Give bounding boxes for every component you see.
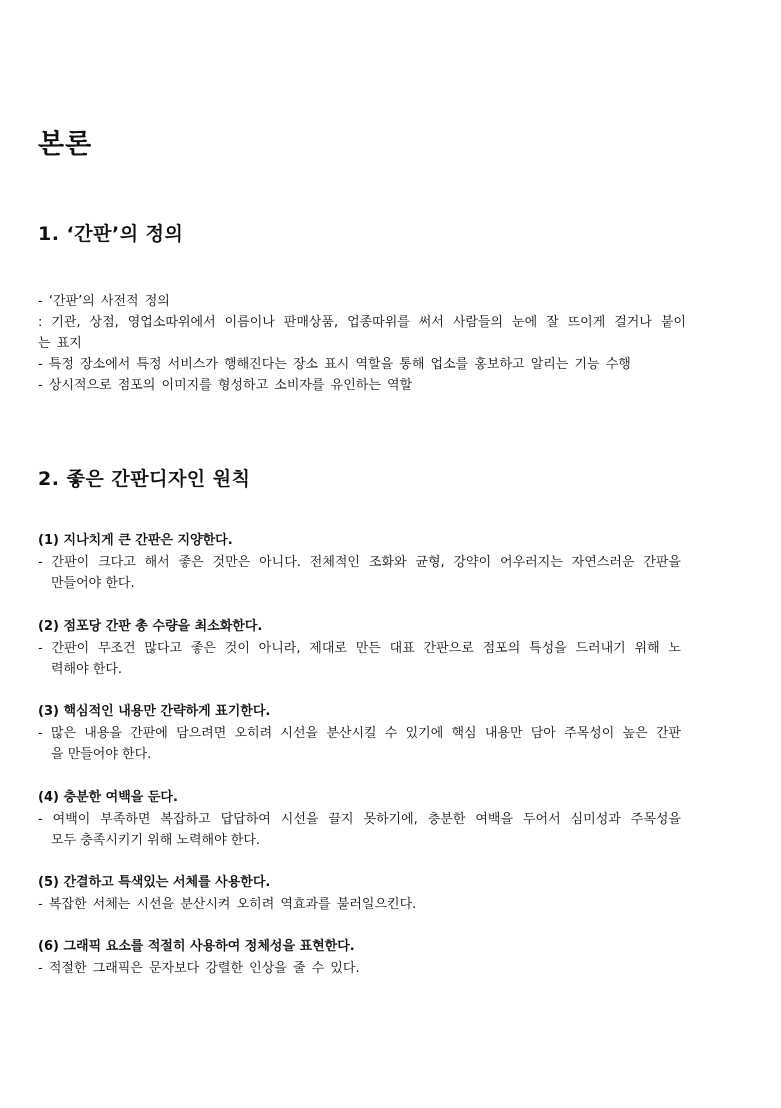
definition-line: : 기관, 상점, 영업소따위에서 이름이나 판매상품, 업종따위를 써서 사람들의 눈에 잘 뜨이게 걸거나 붙이 <box>38 315 686 330</box>
principle-title: (4) 충분한 여백을 둔다. <box>38 790 178 805</box>
principle-text: - 여백이 부족하면 복잡하고 답답하여 시선을 끌지 못하기에, 충분한 여백을 두어서 심미성과 주목성을 <box>38 812 681 827</box>
principle-title: (2) 점포당 간판 총 수량을 최소화한다. <box>38 619 263 634</box>
definition-line: - 특정 장소에서 특정 서비스가 행해진다는 장소 표시 역할을 통해 업소를 홍보하고 알리는 기능 수행 <box>38 357 631 372</box>
principle-item <box>38 616 681 680</box>
principle-title: (5) 간결하고 특색있는 서체를 사용한다. <box>38 875 271 890</box>
principle-text: 을 만들어야 한다. <box>51 747 152 762</box>
definition-line: - 상시적으로 점포의 이미지를 형성하고 소비자를 유인하는 역할 <box>38 378 413 393</box>
principle-text: - 간판이 크다고 해서 좋은 것만은 아니다. 전체적인 조화와 균형, 강약이 어우러지는 자연스러운 간판을 <box>38 555 681 570</box>
section-2-heading: 2. 좋은 간판디자인 원칙 <box>38 468 251 490</box>
principle-title: (6) 그래픽 요소를 적절히 사용하여 정체성을 표현한다. <box>38 939 355 954</box>
principle-title: (3) 핵심적인 내용만 간략하게 표기한다. <box>38 704 271 719</box>
principle-text: - 적절한 그래픽은 문자보다 강렬한 인상을 줄 수 있다. <box>38 961 360 976</box>
principle-text: 만들어야 한다. <box>51 576 135 591</box>
principle-item <box>38 701 681 765</box>
principle-item <box>38 787 681 851</box>
page-title: 본론 <box>38 129 93 160</box>
principle-text: - 많은 내용을 간판에 담으려면 오히려 시선을 분산시킬 수 있기에 핵심 내용만 담아 주목성이 높은 간판 <box>38 726 681 741</box>
section-1-heading: 1. ‘간판’의 정의 <box>38 223 184 245</box>
principle-item <box>38 872 681 915</box>
section-1-body <box>38 291 686 396</box>
definition-line: - ‘간판’의 사전적 정의 <box>38 294 170 309</box>
definition-line: 는 표지 <box>38 336 82 351</box>
principle-title: (1) 지나치게 큰 간판은 지양한다. <box>38 533 233 548</box>
principle-text: 모두 충족시키기 위해 노력해야 한다. <box>51 833 261 848</box>
principle-text: - 복잡한 서체는 시선을 분산시켜 오히려 역효과를 불러일으킨다. <box>38 897 417 912</box>
principle-text: - 간판이 무조건 많다고 좋은 것이 아니라, 제대로 만든 대표 간판으로 점포의 특성을 드러내기 위해 노 <box>38 641 681 656</box>
principle-text: 력해야 한다. <box>51 662 123 677</box>
principle-item <box>38 936 681 979</box>
principle-item <box>38 530 681 594</box>
